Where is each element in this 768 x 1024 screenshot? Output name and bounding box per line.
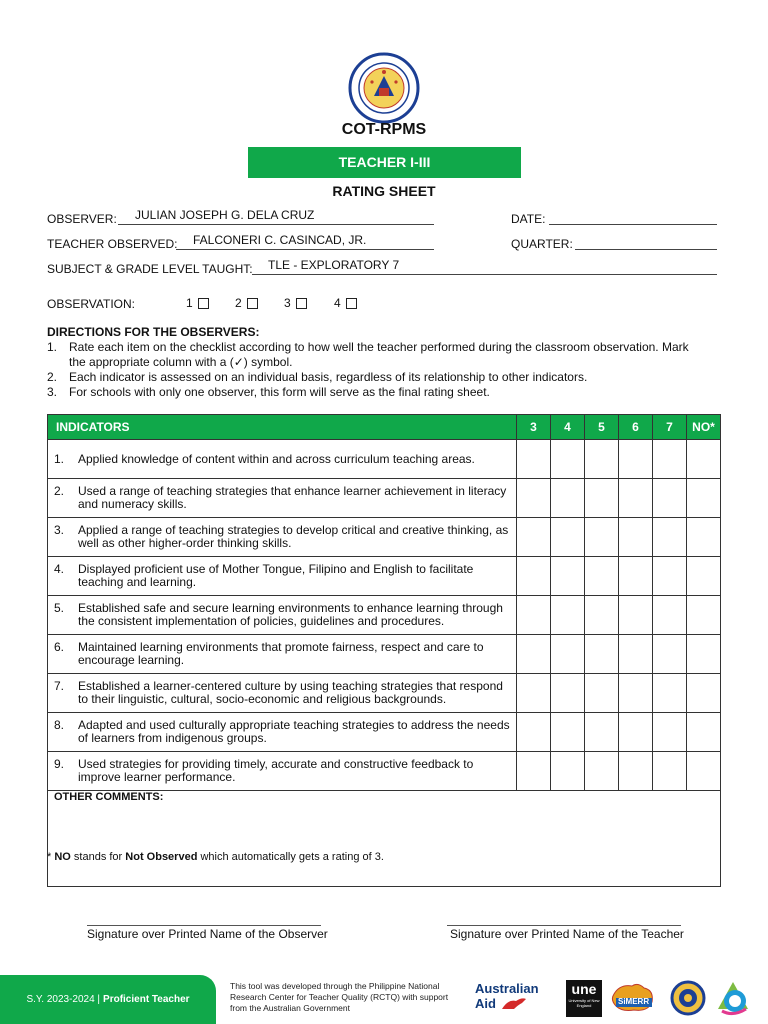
rating-cell[interactable] (517, 674, 551, 713)
footnote-not-observed: Not Observed (125, 851, 198, 863)
footnote-no: NO (54, 851, 71, 863)
rating-cell[interactable] (585, 557, 619, 596)
indicator-cell (48, 479, 517, 518)
observation-option-4[interactable] (334, 296, 357, 310)
rating-cell[interactable] (619, 752, 653, 791)
direction-number: 1. (47, 340, 58, 354)
rating-cell[interactable] (517, 557, 551, 596)
rating-cell[interactable] (585, 518, 619, 557)
rating-cell[interactable] (653, 752, 687, 791)
column-header-4: 4 (551, 415, 585, 440)
option-number: 3 (284, 296, 291, 310)
indicator-text: Adapted and used culturally appropriate teaching strategies to address the needs of learners from indigenous groups. (78, 718, 510, 745)
observation-label: OBSERVATION: (47, 297, 136, 311)
observation-option-3[interactable] (284, 296, 307, 310)
direction-number: 3. (47, 385, 58, 399)
rating-cell[interactable] (653, 635, 687, 674)
option-number: 2 (235, 296, 242, 310)
observer-label: OBSERVER: (47, 212, 117, 226)
indicator-cell (48, 752, 517, 791)
direction-text: For schools with only one observer, this form will serve as the final rating sheet. (69, 385, 490, 399)
simerr-logo (608, 980, 660, 1016)
indicator-number: 1. (54, 451, 65, 466)
direction-item (47, 370, 707, 385)
directions-list (47, 340, 707, 400)
indicator-cell (48, 713, 517, 752)
rating-cell[interactable] (687, 713, 721, 752)
column-header-7: 7 (653, 415, 687, 440)
deped-seal-logo (348, 52, 420, 124)
table-row (48, 440, 721, 479)
form-title: COT-RPMS (341, 121, 427, 138)
rating-cell[interactable] (687, 518, 721, 557)
rating-cell[interactable] (619, 479, 653, 518)
indicator-cell (48, 596, 517, 635)
rating-cell[interactable] (619, 635, 653, 674)
table-row (48, 713, 721, 752)
checkbox-icon[interactable] (296, 298, 307, 309)
rating-cell[interactable] (551, 635, 585, 674)
observer-signature-label: Signature over Printed Name of the Observer (87, 927, 328, 941)
indicators-table (47, 414, 721, 887)
indicator-number: 5. (54, 601, 65, 615)
table-row (48, 674, 721, 713)
direction-text: Each indicator is assessed on an individual basis, regardless of its relationship to other indicators. (69, 370, 588, 384)
rating-cell[interactable] (653, 596, 687, 635)
rating-cell[interactable] (585, 674, 619, 713)
australian-aid-logo (475, 982, 551, 1016)
une-logo (566, 980, 602, 1017)
rating-cell[interactable] (619, 557, 653, 596)
rating-cell[interactable] (585, 635, 619, 674)
indicator-number: 4. (54, 562, 65, 576)
direction-item (47, 340, 707, 370)
subject-grade-value: TLE - EXPLORATORY 7 (268, 258, 400, 272)
directions-heading: DIRECTIONS FOR THE OBSERVERS: (47, 325, 260, 339)
rating-cell[interactable] (551, 752, 585, 791)
footnote (47, 851, 384, 863)
rating-cell[interactable] (687, 635, 721, 674)
footnote-star: * (47, 851, 52, 863)
rating-cell[interactable] (653, 713, 687, 752)
indicator-text: Applied knowledge of content within and across curriculum teaching areas. (78, 451, 475, 466)
rating-cell[interactable] (653, 557, 687, 596)
indicator-cell (48, 635, 517, 674)
rating-cell[interactable] (687, 674, 721, 713)
rating-cell[interactable] (517, 596, 551, 635)
indicator-cell (48, 557, 517, 596)
table-row (48, 596, 721, 635)
table-row (48, 752, 721, 791)
rating-cell[interactable] (585, 596, 619, 635)
rating-cell[interactable] (687, 557, 721, 596)
australian-aid-line2: Aid (475, 995, 496, 1011)
teacher-level: Proficient Teacher (103, 994, 190, 1005)
indicator-number: 2. (54, 484, 65, 498)
rctq-seal-logo (670, 980, 706, 1016)
rating-cell[interactable] (619, 518, 653, 557)
indicator-number: 7. (54, 679, 65, 693)
kangaroo-icon (500, 995, 528, 1011)
partner-logo (714, 979, 752, 1017)
option-number: 4 (334, 296, 341, 310)
other-comments-box[interactable] (48, 791, 721, 887)
footnote-mid: stands for (73, 851, 123, 863)
teacher-level-banner: TEACHER I-III (248, 147, 521, 178)
table-row (48, 479, 721, 518)
subject-grade-label: SUBJECT & GRADE LEVEL TAUGHT: (47, 262, 253, 276)
quarter-label: QUARTER: (511, 237, 573, 251)
checkbox-icon[interactable] (247, 298, 258, 309)
table-row (48, 557, 721, 596)
indicator-cell (48, 674, 517, 713)
indicator-text: Used a range of teaching strategies that enhance learner achievement in literacy and numeracy skills. (78, 484, 507, 511)
indicator-number: 3. (54, 523, 65, 537)
indicator-text: Displayed proficient use of Mother Tongue, Filipino and English to facilitate teaching and learning. (78, 562, 474, 589)
column-header-6: 6 (619, 415, 653, 440)
rating-cell[interactable] (551, 674, 585, 713)
rating-cell[interactable] (619, 440, 653, 479)
rating-cell[interactable] (653, 518, 687, 557)
indicator-number: 8. (54, 718, 65, 732)
une-subtext: University of New England (568, 998, 600, 1008)
teacher-signature-line[interactable] (447, 925, 681, 926)
table-row (48, 635, 721, 674)
checkbox-icon[interactable] (198, 298, 209, 309)
table-header-row (48, 415, 721, 440)
column-header-5: 5 (585, 415, 619, 440)
rating-cell[interactable] (687, 440, 721, 479)
observation-option-2[interactable] (235, 296, 258, 310)
indicator-cell (48, 440, 517, 479)
column-header-3: 3 (517, 415, 551, 440)
rating-cell[interactable] (517, 440, 551, 479)
direction-text: Rate each item on the checklist according to how well the teacher performed during the classroom observation. Mark the appropriate column with a (✓) symbol. (69, 340, 689, 369)
rating-cell[interactable] (585, 440, 619, 479)
indicator-number: 9. (54, 757, 65, 771)
option-number: 1 (186, 296, 193, 310)
indicator-cell (48, 518, 517, 557)
indicator-text: Used strategies for providing timely, accurate and constructive feedback to improve learner performance. (78, 757, 474, 784)
rating-cell[interactable] (619, 596, 653, 635)
rating-cell[interactable] (517, 518, 551, 557)
teacher-observed-label: TEACHER OBSERVED: (47, 237, 178, 251)
australian-aid-line1: Australian (475, 981, 539, 996)
footer-note: This tool was developed through the Philippine National Research Center for Teacher Quality (RCTQ) with support from the Australian Government (230, 981, 449, 1013)
indicator-text: Applied a range of teaching strategies to develop critical and creative thinking, as well as other higher-order thinking skills. (78, 523, 509, 550)
direction-item (47, 385, 707, 400)
indicator-number: 6. (54, 640, 65, 654)
checkbox-icon[interactable] (346, 298, 357, 309)
observer-signature-line[interactable] (87, 925, 321, 926)
rating-cell[interactable] (687, 479, 721, 518)
rating-cell[interactable] (517, 752, 551, 791)
teacher-observed-value: FALCONERI C. CASINCAD, JR. (193, 233, 367, 247)
comments-row (48, 791, 721, 887)
indicator-text: Established a learner-centered culture by using teaching strategies that respond to their linguistic, cultural, socio-economic and religious backgrounds. (78, 679, 503, 706)
rating-cell[interactable] (551, 440, 585, 479)
rating-cell[interactable] (653, 440, 687, 479)
rating-cell[interactable] (551, 713, 585, 752)
rating-cell[interactable] (585, 752, 619, 791)
date-field[interactable] (549, 210, 717, 225)
rating-cell[interactable] (653, 479, 687, 518)
rating-cell[interactable] (517, 479, 551, 518)
rating-cell[interactable] (619, 713, 653, 752)
rating-cell[interactable] (551, 557, 585, 596)
table-row (48, 518, 721, 557)
rating-cell[interactable] (687, 752, 721, 791)
rating-cell[interactable] (585, 479, 619, 518)
teacher-signature-label: Signature over Printed Name of the Teacher (450, 927, 684, 941)
quarter-field[interactable] (575, 235, 717, 250)
observation-option-1[interactable] (186, 296, 209, 310)
rating-cell[interactable] (585, 713, 619, 752)
simerr-text: SiMERR (618, 997, 650, 1006)
une-text: une (571, 981, 597, 997)
indicator-text: Established safe and secure learning environments to enhance learning through the consistent implementation of policies, guidelines and procedures. (78, 601, 503, 628)
rating-cell[interactable] (551, 479, 585, 518)
date-label: DATE: (511, 212, 546, 226)
rating-cell[interactable] (619, 674, 653, 713)
rating-cell[interactable] (517, 713, 551, 752)
rating-sheet-heading: RATING SHEET (332, 183, 436, 199)
footnote-rest: which automatically gets a rating of 3. (200, 851, 384, 863)
rating-cell[interactable] (687, 596, 721, 635)
rating-cell[interactable] (551, 596, 585, 635)
rating-cell[interactable] (551, 518, 585, 557)
observer-value: JULIAN JOSEPH G. DELA CRUZ (135, 208, 315, 222)
indicators-header: INDICATORS (48, 415, 517, 440)
other-comments-label: OTHER COMMENTS: (54, 791, 164, 803)
rating-cell[interactable] (517, 635, 551, 674)
indicator-text: Maintained learning environments that promote fairness, respect and care to encourage learning. (78, 640, 484, 667)
rating-cell[interactable] (653, 674, 687, 713)
school-year: S.Y. 2023-2024 | (26, 994, 101, 1005)
direction-number: 2. (47, 370, 58, 384)
column-header-not-observed: NO* (687, 415, 721, 440)
footer-school-year-bar (0, 975, 216, 1024)
